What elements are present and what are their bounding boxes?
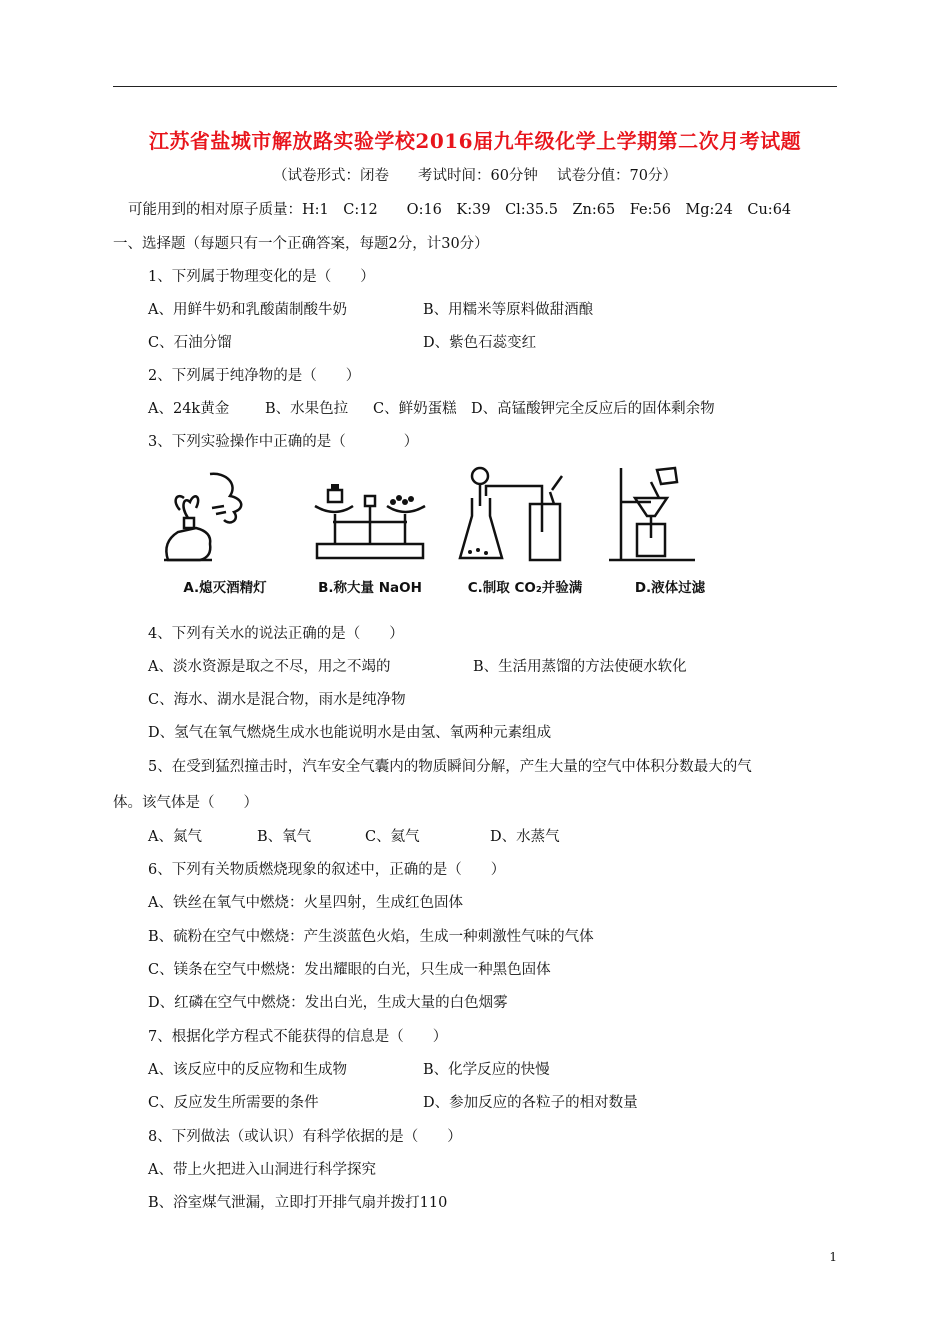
filtration-icon [595, 462, 745, 572]
question-2-stem: 2、下列属于纯净物的是（ ） [148, 368, 361, 384]
question-6-option-b: B、硫粉在空气中燃烧：产生淡蓝色火焰，生成一种刺激性气味的气体 [148, 929, 594, 945]
question-6-option-c: C、镁条在空气中燃烧：发出耀眼的白光，只生成一种黑色固体 [148, 962, 551, 978]
question-8-option-a: A、带上火把进入山洞进行科学探究 [148, 1162, 376, 1178]
question-6-stem: 6、下列有关物质燃烧现象的叙述中，正确的是（ ） [148, 862, 506, 878]
question-5-option-d: D、水蒸气 [490, 829, 560, 845]
question-1-option-b: B、用糯米等原料做甜酒酿 [423, 302, 594, 318]
gas-apparatus-icon [450, 462, 600, 572]
question-7-option-a: A、该反应中的反应物和生成物 [148, 1062, 347, 1078]
question-7-option-c: C、反应发生所需要的条件 [148, 1095, 319, 1111]
exam-info: （试卷形式：闭卷 考试时间：60分钟 试卷分值：70分） [272, 168, 677, 184]
question-4-option-b: B、生活用蒸馏的方法使硬水软化 [473, 659, 687, 675]
section-heading: 一、选择题（每题只有一个正确答案，每题2分，计30分） [113, 236, 489, 252]
question-5-stem-line2: 体。该气体是（ ） [113, 795, 258, 811]
question-2-option-a: A、24k黄金 [148, 401, 230, 417]
question-5-option-b: B、氧气 [257, 829, 312, 845]
question-7-stem: 7、根据化学方程式不能获得的信息是（ ） [148, 1029, 448, 1045]
figure-a-caption: A.熄灭酒精灯 [183, 580, 267, 596]
question-8-option-b: B、浴室煤气泄漏，立即打开排气扇并拨打110 [148, 1195, 448, 1211]
question-6-option-d: D、红磷在空气中燃烧：发出白光，生成大量的白色烟雾 [148, 995, 508, 1011]
question-4-option-c: C、海水、湖水是混合物，雨水是纯净物 [148, 692, 406, 708]
question-8-stem: 8、下列做法（或认识）有科学依据的是（ ） [148, 1129, 462, 1145]
figure-b-caption: B.称大量 NaOH [318, 580, 422, 596]
figure-a [150, 462, 300, 602]
atomic-masses: 可能用到的相对原子质量：H:1 C:12 O:16 K:39 Cl:35.5 Zn:65 Fe:56 Mg:24 Cu:64 [128, 202, 792, 218]
question-3-figures [150, 462, 740, 602]
figure-d-caption: D.液体过滤 [634, 580, 706, 596]
figure-c [450, 462, 600, 602]
figure-d [595, 462, 745, 602]
question-1-option-d: D、紫色石蕊变红 [423, 335, 537, 351]
figure-b [295, 462, 445, 602]
figure-c-caption: C.制取 CO₂并验满 [467, 580, 583, 596]
question-7-option-d: D、参加反应的各粒子的相对数量 [423, 1095, 638, 1111]
question-4-option-d: D、氢气在氧气燃烧生成水也能说明水是由氢、氧两种元素组成 [148, 725, 552, 741]
alcohol-lamp-icon [150, 462, 300, 572]
question-5-option-a: A、氮气 [148, 829, 202, 845]
question-4-stem: 4、下列有关水的说法正确的是（ ） [148, 626, 404, 642]
page-number: 1 [829, 1250, 837, 1264]
question-3-stem: 3、下列实验操作中正确的是（ ） [148, 434, 419, 450]
question-2-option-d: D、高锰酸钾完全反应后的固体剩余物 [471, 401, 715, 417]
exam-title: 江苏省盐城市解放路实验学校2016届九年级化学上学期第二次月考试题 [148, 129, 802, 153]
question-6-option-a: A、铁丝在氧气中燃烧：火星四射，生成红色固体 [148, 895, 463, 911]
question-1-stem: 1、下列属于物理变化的是（ ） [148, 269, 375, 285]
question-1-option-c: C、石油分馏 [148, 335, 232, 351]
question-5-stem-line1: 5、在受到猛烈撞击时，汽车安全气囊内的物质瞬间分解，产生大量的空气中体积分数最大的气 [148, 759, 752, 775]
question-4-option-a: A、淡水资源是取之不尽，用之不竭的 [148, 659, 391, 675]
question-5-option-c: C、氦气 [365, 829, 420, 845]
question-2-option-c: C、鲜奶蛋糕 [373, 401, 457, 417]
question-1-option-a: A、用鲜牛奶和乳酸菌制酸牛奶 [148, 302, 347, 318]
question-7-option-b: B、化学反应的快慢 [423, 1062, 550, 1078]
question-2-option-b: B、水果色拉 [265, 401, 349, 417]
balance-scale-icon [295, 462, 445, 572]
header-rule [113, 86, 837, 87]
